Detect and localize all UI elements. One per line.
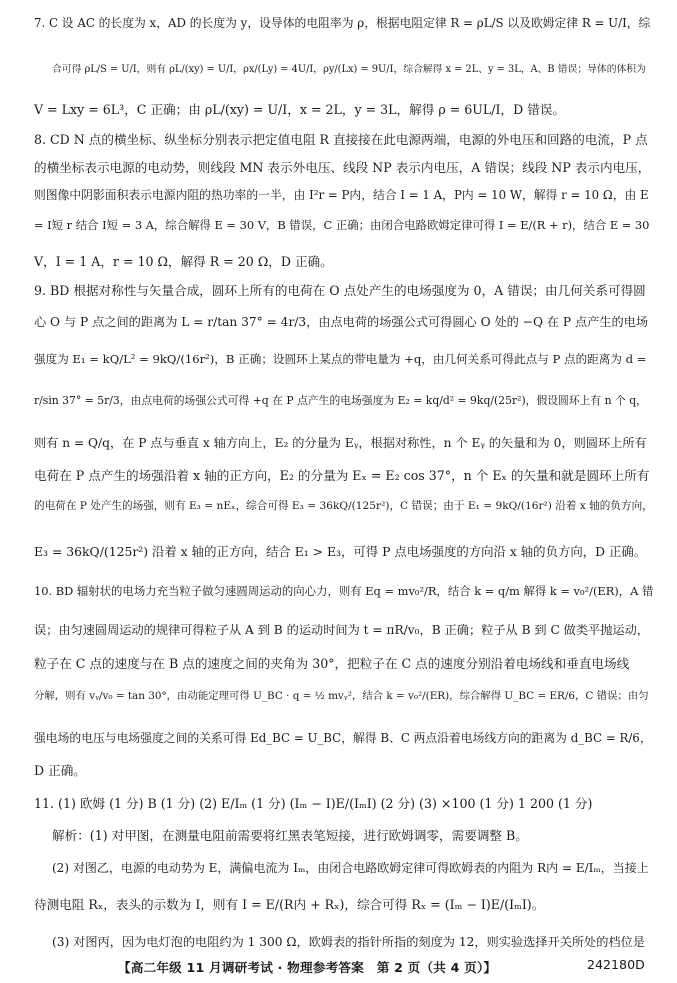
text-line: (2) 对图乙，电源的电动势为 E，满偏电流为 Iₘ，由闭合电路欧姆定律可得欧姆表的内阻为 R内 = E/Iₘ，当接上 bbox=[52, 861, 649, 875]
text-line: 心 O 与 P 点之间的距离为 L = r/tan 37° = 4r/3，由点电荷的场强公式可得圆心 O 处的 −Q 在 P 点产生的电场 bbox=[34, 315, 649, 329]
text-line: (3) 对图丙，因为电灯泡的电阻约为 1 300 Ω，欧姆表的指针所指的刻度为 12，则实验选择开关所处的档位是 bbox=[52, 935, 645, 949]
text-line: E₃ = 36kQ/(125r²) 沿着 x 轴的正方向，结合 E₁ > E₃，可得 P 点电场强度的方向沿 x 轴的负方向，D 正确。 bbox=[34, 544, 647, 559]
footer-title: 【高二年级 11 月调研考试 · 物理参考答案 第 2 页（共 4 页）】 bbox=[118, 960, 497, 975]
text-line: 10. BD 辐射状的电场力充当粒子做匀速圆周运动的向心力，则有 Eq = mv₀²/R，结合 k = q/m 解得 k = v₀²/(ER)，A 错 bbox=[34, 584, 654, 598]
text-line: 9. BD 根据对称性与矢量合成，圆环上所有的电荷在 O 点处产生的电场强度为 0，A 错误；由几何关系可得圆 bbox=[34, 283, 646, 298]
text-line: 7. C 设 AC 的长度为 x，AD 的长度为 y，设导体的电阻率为 ρ，根据电阻定律 R = ρL/S 以及欧姆定律 R = U/I，综 bbox=[34, 16, 651, 30]
text-line: 11. (1) 欧姆 (1 分) B (1 分) (2) E/Iₘ (1 分) (Iₘ − I)E/(IₘI) (2 分) (3) ×100 (1 分) 1 200 (1 分) bbox=[34, 796, 593, 811]
text-line: V，I = 1 A，r = 10 Ω，解得 R = 20 Ω，D 正确。 bbox=[34, 254, 333, 269]
text-line: 误；由匀速圆周运动的规律可得粒子从 A 到 B 的运动时间为 t = πR/v₀，B 正确；粒子从 B 到 C 做类平抛运动， bbox=[34, 623, 649, 637]
text-line: 则图像中阴影面积表示电源内阻的热功率的一半，由 I²r = P内，结合 I = 1 A，P内 = 10 W，解得 r = 10 Ω，由 E bbox=[34, 188, 649, 202]
footer-code: 242180D bbox=[587, 957, 645, 972]
text-line: 的电荷在 P 处产生的场强，则有 E₃ = nEₓ，综合可得 E₃ = 36kQ/(125r²)，C 错误；由于 E₁ = 9kQ/(16r²) 沿着 x 轴的负方向， bbox=[34, 500, 653, 512]
text-line: 则有 n = Q/q，在 P 点与垂直 x 轴方向上，E₂ 的分量为 Eᵧ，根据对称性，n 个 Eᵧ 的矢量和为 0，则圆环上所有 bbox=[34, 436, 647, 450]
text-line: 解析：(1) 对甲图，在测量电阻前需要将红黑表笔短接，进行欧姆调零，需要调整 B。 bbox=[52, 828, 528, 843]
text-line: r/sin 37° = 5r/3，由点电荷的场强公式可得 +q 在 P 点产生的电场强度为 E₂ = kq/d² = 9kq/(25r²)，假设圆环上有 n 个 q， bbox=[34, 394, 647, 407]
text-line: 分解，则有 vᵧ/v₀ = tan 30°，由动能定理可得 U_BC · q = ½ mvᵧ²，结合 k = v₀²/(ER)，综合解得 U_BC = ER/6，C 错误；由匀 bbox=[34, 690, 649, 702]
text-line: 强电场的电压与电场强度之间的关系可得 Ed_BC = U_BC，解得 B、C 两点沿着电场线方向的距离为 d_BC = R/6， bbox=[34, 731, 652, 745]
text-line: V = Lxy = 6L³，C 正确；由 ρL/(xy) = U/I，x = 2L，y = 3L，解得 ρ = 6UL/I，D 错误。 bbox=[34, 102, 565, 117]
text-line: 8. CD N 点的横坐标、纵坐标分别表示把定值电阻 R 直接接在此电源两端，电源的外电压和回路的电流，P 点 bbox=[34, 132, 648, 147]
text-line: D 正确。 bbox=[34, 763, 86, 778]
text-line: = I短 r 结合 I短 = 3 A，综合解得 E = 30 V，B 错误，C 正确；由闭合电路欧姆定律可得 I = E/(R + r)，结合 E = 30 bbox=[34, 218, 650, 232]
text-line: 粒子在 C 点的速度与在 B 点的速度之间的夹角为 30°，把粒子在 C 点的速度分别沿着电场线和垂直电场线 bbox=[34, 656, 630, 671]
text-line: 合可得 ρL/S = U/I，则有 ρL/(xy) = U/I，ρx/(Ly) = 4U/I，ρy/(Lx) = 9U/I，综合解得 x = 2L、y = 3L，A、B 错误；导体的体积为 bbox=[52, 64, 646, 75]
text-line: 待测电阻 Rₓ，表头的示数为 I，则有 I = E/(R内 + Rₓ)，综合可得 Rₓ = (Iₘ − I)E/(IₘI)。 bbox=[34, 897, 545, 912]
text-line: 电荷在 P 点产生的场强沿着 x 轴的正方向，E₂ 的分量为 Eₓ = E₂ cos 37°，n 个 Eₓ 的矢量和就是圆环上所有 bbox=[34, 468, 650, 483]
text-line: 强度为 E₁ = kQ/L² = 9kQ/(16r²)，B 正确；设圆环上某点的带电量为 +q，由几何关系可得此点与 P 点的距离为 d = bbox=[34, 352, 647, 366]
text-line: 的横坐标表示电源的电动势，则线段 MN 表示外电压、线段 NP 表示内电压，A 错误；线段 NP 表示内电压， bbox=[34, 160, 651, 175]
